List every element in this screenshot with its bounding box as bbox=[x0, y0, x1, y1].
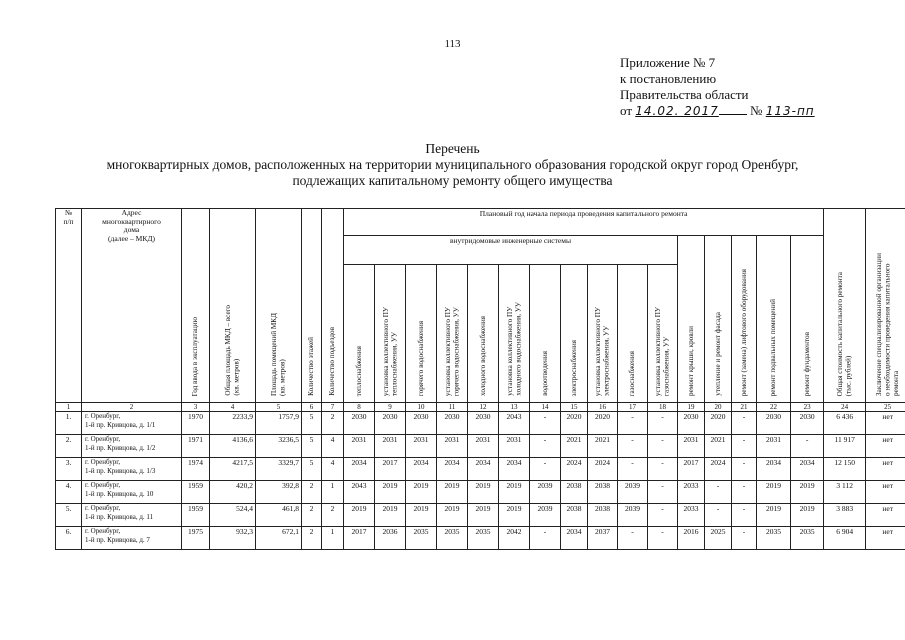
table-row bbox=[56, 412, 905, 435]
table-cell: 2233,9 bbox=[210, 412, 256, 435]
subheader-label: установка коллективного ПУ холодного водоснабжения, УУ bbox=[505, 302, 522, 396]
subheader-3 bbox=[406, 265, 437, 403]
subheader-8 bbox=[561, 265, 588, 403]
table-cell: нет bbox=[866, 504, 905, 527]
table-cell: 2042 bbox=[499, 527, 530, 550]
table-cell: - bbox=[648, 435, 678, 458]
table-cell: 2019 bbox=[791, 481, 824, 504]
table-cell: 2031 bbox=[437, 435, 468, 458]
header-roof: ремонт крыши, кровли bbox=[678, 236, 705, 403]
table-cell: 5 bbox=[302, 458, 322, 481]
column-number: 23 bbox=[791, 403, 824, 412]
address-city: г. Оренбург, bbox=[85, 458, 121, 466]
table-cell: 2031 bbox=[678, 435, 705, 458]
row-number: 5. bbox=[56, 504, 82, 527]
table-cell: 2035 bbox=[406, 527, 437, 550]
address-city: г. Оренбург, bbox=[85, 527, 121, 535]
table-cell: 2030 bbox=[791, 412, 824, 435]
table-cell: 2037 bbox=[588, 527, 618, 550]
from-label: от bbox=[620, 103, 633, 118]
table-cell: 3 112 bbox=[824, 481, 866, 504]
subheader-label: установка коллективного ПУ газоснабжения, УУ bbox=[654, 306, 671, 396]
table-cell: 3329,7 bbox=[256, 458, 302, 481]
row-address bbox=[82, 412, 182, 435]
table-cell: 3236,5 bbox=[256, 435, 302, 458]
table-cell: - bbox=[732, 458, 757, 481]
table-cell: 2020 bbox=[561, 412, 588, 435]
subheader-10 bbox=[618, 265, 648, 403]
address-street: 1-й пр. Кривцова, д. 10 bbox=[85, 489, 154, 498]
table-cell: - bbox=[648, 481, 678, 504]
table-cell: 2017 bbox=[375, 458, 406, 481]
column-number: 15 bbox=[561, 403, 588, 412]
subheader-5 bbox=[468, 265, 499, 403]
table-cell: - bbox=[732, 435, 757, 458]
table-cell: - bbox=[530, 412, 561, 435]
header-foundation: ремонт фундаментов bbox=[791, 236, 824, 403]
table-cell: 2034 bbox=[406, 458, 437, 481]
table-cell: 1 bbox=[322, 481, 344, 504]
table-cell: 461,8 bbox=[256, 504, 302, 527]
table-cell: 2024 bbox=[561, 458, 588, 481]
table-cell: 1971 bbox=[182, 435, 210, 458]
column-number: 22 bbox=[757, 403, 791, 412]
table-cell: 4136,6 bbox=[210, 435, 256, 458]
column-number: 10 bbox=[406, 403, 437, 412]
table-cell: 2 bbox=[302, 504, 322, 527]
table-cell: 2030 bbox=[406, 412, 437, 435]
table-cell: 2031 bbox=[468, 435, 499, 458]
table-cell: 2017 bbox=[678, 458, 705, 481]
table-cell: нет bbox=[866, 412, 905, 435]
table-cell: - bbox=[618, 458, 648, 481]
table-cell: нет bbox=[866, 435, 905, 458]
table-cell: нет bbox=[866, 527, 905, 550]
row-address bbox=[82, 435, 182, 458]
table-cell: 2039 bbox=[618, 481, 648, 504]
row-address bbox=[82, 458, 182, 481]
table-cell: 2019 bbox=[375, 504, 406, 527]
subheader-label: электроснабжения bbox=[569, 339, 578, 396]
column-number: 4 bbox=[210, 403, 256, 412]
column-number: 17 bbox=[618, 403, 648, 412]
table-row bbox=[56, 481, 905, 504]
column-number: 14 bbox=[530, 403, 561, 412]
table-cell: 2030 bbox=[375, 412, 406, 435]
subheader-label: газоснабжения bbox=[628, 350, 637, 396]
date-underline bbox=[719, 104, 747, 115]
table-cell: 2035 bbox=[468, 527, 499, 550]
annex-line-2: к постановлению bbox=[620, 71, 717, 86]
annex-block bbox=[620, 55, 815, 119]
header-internal-systems: внутридомовые инженерные системы bbox=[344, 236, 678, 265]
column-number: 1 bbox=[56, 403, 82, 412]
header-conclusion: Заключение специализированной организации о необходимости проведения капитального ремонта bbox=[866, 209, 905, 403]
column-number: 18 bbox=[648, 403, 678, 412]
table-cell: 2 bbox=[302, 527, 322, 550]
table-cell: 2036 bbox=[375, 527, 406, 550]
subtitle-line-2: подлежащих капитальному ремонту общего имущества bbox=[292, 173, 613, 188]
header-cost: Общая стоимость капитального ремонта (тыс. рублей) bbox=[824, 209, 866, 403]
table-cell: 2039 bbox=[530, 481, 561, 504]
document-title: Перечень bbox=[425, 141, 480, 156]
table-cell: - bbox=[648, 412, 678, 435]
subheader-6 bbox=[499, 265, 530, 403]
column-number: 19 bbox=[678, 403, 705, 412]
subheader-label: установка коллективного ПУ теплоснабжения, УУ bbox=[381, 306, 398, 396]
table-cell: - bbox=[705, 481, 732, 504]
subheader-4 bbox=[437, 265, 468, 403]
subheader-label: установка коллективного ПУ электроснабжения, УУ bbox=[594, 306, 611, 396]
table-cell: 2030 bbox=[344, 412, 375, 435]
table-cell: 2034 bbox=[499, 458, 530, 481]
table-cell: - bbox=[791, 435, 824, 458]
table-cell: 4 bbox=[322, 435, 344, 458]
column-number: 21 bbox=[732, 403, 757, 412]
annex-line-1: Приложение № 7 bbox=[620, 55, 716, 70]
table-cell: - bbox=[732, 412, 757, 435]
header-year: Год ввода в эксплуатацию bbox=[182, 209, 210, 403]
table-cell: 3 883 bbox=[824, 504, 866, 527]
subtitle-line-1: многоквартирных домов, расположенных на территории муниципального образования городской округ город Оренбург, bbox=[106, 157, 799, 172]
address-street: 1-й пр. Кривцова, д. 7 bbox=[85, 535, 150, 544]
table-cell: - bbox=[530, 458, 561, 481]
address-city: г. Оренбург, bbox=[85, 481, 121, 489]
row-number: 2. bbox=[56, 435, 82, 458]
table-cell: 2019 bbox=[791, 504, 824, 527]
table-cell: 2017 bbox=[344, 527, 375, 550]
address-street: 1-й пр. Кривцова, д. 1/2 bbox=[85, 443, 156, 452]
address-city: г. Оренбург, bbox=[85, 412, 121, 420]
table-cell: 2034 bbox=[468, 458, 499, 481]
table-cell: 2030 bbox=[437, 412, 468, 435]
subheader-label: установка коллективного ПУ горячего водоснабжения, УУ bbox=[443, 306, 460, 396]
table-cell: 2031 bbox=[344, 435, 375, 458]
row-address bbox=[82, 504, 182, 527]
table-row bbox=[56, 527, 905, 550]
table-cell: 2019 bbox=[757, 504, 791, 527]
header-number: № п/п bbox=[56, 209, 82, 403]
column-number: 8 bbox=[344, 403, 375, 412]
table-cell: 2016 bbox=[678, 527, 705, 550]
table-cell: - bbox=[732, 481, 757, 504]
table-cell: 420,2 bbox=[210, 481, 256, 504]
table-cell: 5 bbox=[302, 412, 322, 435]
table-cell: 2020 bbox=[705, 412, 732, 435]
column-number: 12 bbox=[468, 403, 499, 412]
column-number: 2 bbox=[82, 403, 182, 412]
table-cell: 932,3 bbox=[210, 527, 256, 550]
table-row bbox=[56, 504, 905, 527]
table-cell: 2024 bbox=[705, 458, 732, 481]
table-cell: - bbox=[618, 527, 648, 550]
address-street: 1-й пр. Кривцова, д. 11 bbox=[85, 512, 154, 521]
table-cell: 1975 bbox=[182, 527, 210, 550]
table-cell: 2038 bbox=[561, 504, 588, 527]
subheader-label: горячего водоснабжения bbox=[416, 320, 425, 396]
table-cell: - bbox=[648, 527, 678, 550]
column-number: 5 bbox=[256, 403, 302, 412]
table-cell: - bbox=[705, 504, 732, 527]
table-cell: - bbox=[648, 504, 678, 527]
table-cell: 2030 bbox=[468, 412, 499, 435]
subheader-label: холодного водоснабжения bbox=[478, 316, 487, 396]
table-cell: 2034 bbox=[344, 458, 375, 481]
row-address bbox=[82, 481, 182, 504]
header-floors: Количество этажей bbox=[302, 209, 322, 403]
table-cell: нет bbox=[866, 458, 905, 481]
handwritten-date: 14.02. 2017 bbox=[635, 104, 719, 118]
table-cell: 6 436 bbox=[824, 412, 866, 435]
column-number: 6 bbox=[302, 403, 322, 412]
table-cell: 672,1 bbox=[256, 527, 302, 550]
column-number: 13 bbox=[499, 403, 530, 412]
header-planned-year: Плановый год начала периода проведения капитального ремонта bbox=[344, 209, 824, 236]
table-row bbox=[56, 458, 905, 481]
table-cell: 2019 bbox=[468, 481, 499, 504]
header-address: Адрес многоквартирного дома (далее – МКД) bbox=[82, 209, 182, 403]
table-cell: 524,4 bbox=[210, 504, 256, 527]
column-number: 16 bbox=[588, 403, 618, 412]
table-cell: 2025 bbox=[705, 527, 732, 550]
table-cell: 2038 bbox=[588, 481, 618, 504]
table-cell: 1959 bbox=[182, 481, 210, 504]
table-cell: 2019 bbox=[375, 481, 406, 504]
subheader-2 bbox=[375, 265, 406, 403]
subheader-1 bbox=[344, 265, 375, 403]
table-cell: 2031 bbox=[499, 435, 530, 458]
subheader-7 bbox=[530, 265, 561, 403]
column-number: 25 bbox=[866, 403, 905, 412]
column-number-row bbox=[56, 403, 905, 412]
row-number: 6. bbox=[56, 527, 82, 550]
table-cell: 1959 bbox=[182, 504, 210, 527]
table-cell: 2021 bbox=[561, 435, 588, 458]
number-label: № bbox=[750, 103, 763, 118]
address-city: г. Оренбург, bbox=[85, 435, 121, 443]
table-row bbox=[56, 435, 905, 458]
header-entrances: Количество подъездов bbox=[322, 209, 344, 403]
row-number: 4. bbox=[56, 481, 82, 504]
table-cell: 2019 bbox=[757, 481, 791, 504]
table-cell: 2024 bbox=[588, 458, 618, 481]
table-cell: 2035 bbox=[791, 527, 824, 550]
table-cell: 2019 bbox=[406, 504, 437, 527]
table-cell: - bbox=[530, 435, 561, 458]
table-cell: 2030 bbox=[678, 412, 705, 435]
table-cell: 2034 bbox=[437, 458, 468, 481]
table-cell: 2 bbox=[322, 412, 344, 435]
column-number: 9 bbox=[375, 403, 406, 412]
header-area-premises: Площадь помещений МКД (кв. метров) bbox=[256, 209, 302, 403]
column-number: 11 bbox=[437, 403, 468, 412]
table-cell: - bbox=[732, 504, 757, 527]
table-cell: 2038 bbox=[588, 504, 618, 527]
table-cell: 2035 bbox=[437, 527, 468, 550]
column-number: 3 bbox=[182, 403, 210, 412]
table-cell: 5 bbox=[302, 435, 322, 458]
column-number: 24 bbox=[824, 403, 866, 412]
address-street: 1-й пр. Кривцова, д. 1/1 bbox=[85, 420, 156, 429]
table-cell: - bbox=[732, 527, 757, 550]
table-cell: 2043 bbox=[344, 481, 375, 504]
table-cell: 2019 bbox=[499, 481, 530, 504]
subheader-label: водоотведения bbox=[540, 351, 549, 396]
header-area-total: Общая площадь МКД – всего (кв. метров) bbox=[210, 209, 256, 403]
table-cell: 2031 bbox=[375, 435, 406, 458]
table-cell: 2019 bbox=[437, 504, 468, 527]
table-cell: 2034 bbox=[561, 527, 588, 550]
table-cell: 2019 bbox=[468, 504, 499, 527]
table-cell: 4 bbox=[322, 458, 344, 481]
table-cell: 392,8 bbox=[256, 481, 302, 504]
table-cell: 2038 bbox=[561, 481, 588, 504]
table-cell: - bbox=[648, 458, 678, 481]
column-number: 7 bbox=[322, 403, 344, 412]
table-cell: - bbox=[618, 412, 648, 435]
table-cell: 1974 bbox=[182, 458, 210, 481]
table-cell: нет bbox=[866, 481, 905, 504]
row-number: 1. bbox=[56, 412, 82, 435]
annex-line-3: Правительства области bbox=[620, 87, 749, 102]
table-cell: 2033 bbox=[678, 481, 705, 504]
table-cell: 1970 bbox=[182, 412, 210, 435]
row-number: 3. bbox=[56, 458, 82, 481]
subheader-label: теплоснабжения bbox=[354, 345, 363, 396]
table-cell: 6 904 bbox=[824, 527, 866, 550]
table-cell: 11 917 bbox=[824, 435, 866, 458]
table-cell: 2031 bbox=[406, 435, 437, 458]
table-cell: 2019 bbox=[499, 504, 530, 527]
table-cell: - bbox=[618, 435, 648, 458]
header-facade: утепление и ремонт фасада bbox=[705, 236, 732, 403]
table-cell: 2034 bbox=[757, 458, 791, 481]
table-cell: 2035 bbox=[757, 527, 791, 550]
handwritten-number: 113-пп bbox=[765, 104, 815, 118]
row-address bbox=[82, 527, 182, 550]
table-cell: 2039 bbox=[618, 504, 648, 527]
column-number: 20 bbox=[705, 403, 732, 412]
table-cell: 4217,5 bbox=[210, 458, 256, 481]
table-cell: 2031 bbox=[757, 435, 791, 458]
table-cell: 2034 bbox=[791, 458, 824, 481]
annex-date-line bbox=[620, 103, 815, 119]
table-cell: 2033 bbox=[678, 504, 705, 527]
table-cell: 2 bbox=[302, 481, 322, 504]
header-elevator: ремонт (замена) лифтового оборудования bbox=[732, 236, 757, 403]
subheader-9 bbox=[588, 265, 618, 403]
table-cell: 12 150 bbox=[824, 458, 866, 481]
table-cell: 1757,9 bbox=[256, 412, 302, 435]
address-city: г. Оренбург, bbox=[85, 504, 121, 512]
page-number: 113 bbox=[444, 38, 461, 50]
table-cell: 2021 bbox=[588, 435, 618, 458]
table-cell: 2020 bbox=[588, 412, 618, 435]
buildings-table bbox=[55, 208, 905, 550]
table-cell: 1 bbox=[322, 527, 344, 550]
table-cell: 2043 bbox=[499, 412, 530, 435]
table-cell: 2 bbox=[322, 504, 344, 527]
document-subtitle bbox=[0, 157, 905, 189]
table-cell: 2021 bbox=[705, 435, 732, 458]
table-cell: 2019 bbox=[344, 504, 375, 527]
table-cell: 2019 bbox=[406, 481, 437, 504]
header-basement: ремонт подвальных помещений bbox=[757, 236, 791, 403]
address-street: 1-й пр. Кривцова, д. 1/3 bbox=[85, 466, 156, 475]
table-cell: 2030 bbox=[757, 412, 791, 435]
table-cell: 2039 bbox=[530, 504, 561, 527]
table-cell: - bbox=[530, 527, 561, 550]
table-cell: 2019 bbox=[437, 481, 468, 504]
subheader-11 bbox=[648, 265, 678, 403]
